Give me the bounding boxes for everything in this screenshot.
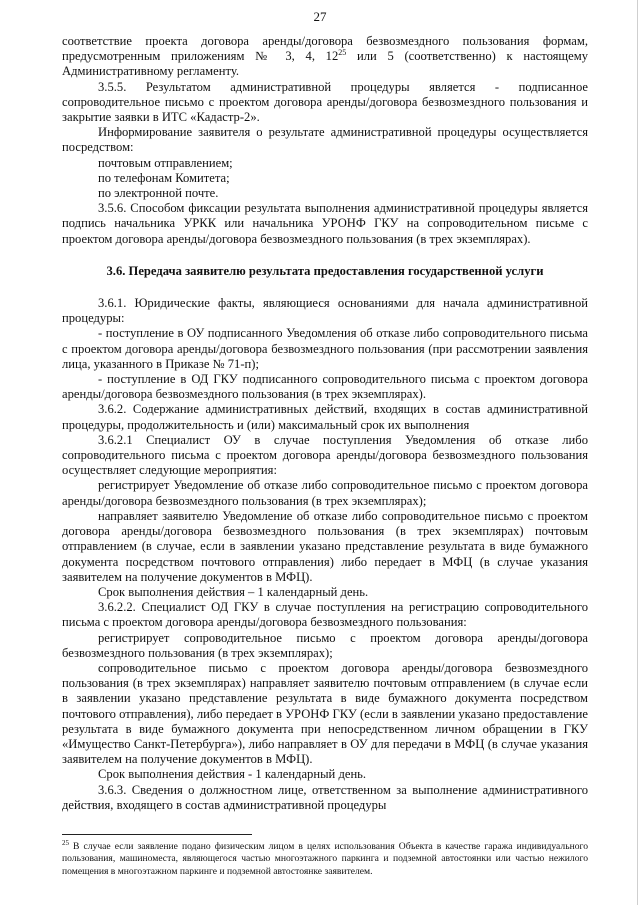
paragraph: направляет заявителю Уведомление об отказе либо сопроводительное письмо с проектом договора аренды/договора безвозмездного пользования (в трех экземплярах) почтовым отправлением (в случае, если в заявлении указано представление результата в виде бумажного документа посредством почтового отправления) либо передает в МФЦ (в случае указания заявителем на получение документов в МФЦ). [62, 508, 588, 584]
paragraph: - поступление в ОД ГКУ подписанного сопроводительного письма с проектом договора аренды/договора безвозмездного пользования (в трех экземплярах). [62, 372, 588, 402]
document-body [62, 34, 588, 813]
paragraph: 3.6.1. Юридические факты, являющиеся основаниями для начала административной процедуры: [62, 296, 588, 326]
list-item: по телефонам Комитета; [98, 170, 230, 185]
paragraph: 3.6.2.2. Специалист ОД ГКУ в случае поступления на регистрацию сопроводительного письма с проектом договора аренды/договора безвозмездного пользования: [62, 600, 588, 630]
paragraph: Информирование заявителя о результате административной процедуры осуществляется посредством: [62, 125, 588, 155]
footnote-text: В случае если заявление подано физическим лицом в целях использования Объекта в качестве гаража индивидуального пользования, машиноместа, являющегося частью многоэтажного паркинга и подземной автостоянки или частью нежилого помещения в многоэтажном паркинге и подземной автостоянке заявителем. [62, 841, 588, 877]
paragraph: регистрирует сопроводительное письмо с проектом договора аренды/договора безвозмездного пользования (в трех экземплярах); [62, 630, 588, 660]
paragraph: 3.6.2. Содержание административных действий, входящих в состав административной процедуры, продолжительность и (или) максимальный срок их выполнения [62, 402, 588, 432]
page-number: 27 [313, 9, 327, 24]
paragraph: регистрирует Уведомление об отказе либо сопроводительное письмо с проектом договора аренды/договора безвозмездного пользования (в трех экземплярах); [62, 478, 588, 508]
list-item: почтовым отправлением; [98, 155, 233, 170]
paragraph: 3.6.3. Сведения о должностном лице, ответственном за выполнение административного действия, входящего в состав административной процедуры [62, 782, 588, 812]
list-item: по электронной почте. [98, 186, 219, 201]
paragraph: 3.5.6. Способом фиксации результата выполнения административной процедуры является подпись начальника УРКК или начальника УРОНФ ГКУ на сопроводительном письме с проектом договора аренды/договора безвозмездного пользования (в трех экземплярах). [62, 201, 588, 246]
footnote-divider [62, 834, 252, 835]
footnote [62, 838, 588, 878]
paragraph: 3.5.5. Результатом административной процедуры является - подписанное сопроводительное письмо с проектом договора аренды/договора безвозмездного пользования и закрытие заявки в ИТС «Кадастр-2». [62, 79, 588, 125]
paragraph: сопроводительное письмо с проектом договора аренды/договора безвозмездного пользования (в трех экземплярах) направляет заявителю почтовым отправлением (в случае если в заявлении указано представление результата в виде бумажного документа посредством почтового отправления), либо передает в УРОНФ ГКУ (если в заявлении указано предоставление результата в виде бумажного документа при непосредственном личном обращении в ГКУ «Имущество Санкт-Петербурга»), либо направляет в ОУ для передачи в МФЦ (в случае указания заявителем на получение документов в МФЦ). [62, 660, 588, 767]
paragraph-text: соответствие проекта договора аренды/договора безвозмездного пользования формам, предусмотренным приложениям № 3, 4, 12 [62, 34, 588, 64]
paragraph: Срок выполнения действия – 1 календарный день. [98, 584, 369, 599]
section-heading: 3.6. Передача заявителю результата предоставления государственной услуги [106, 263, 544, 278]
scan-edge-line [637, 0, 638, 905]
paragraph-continuation [62, 34, 588, 80]
footnote-mark: 25 [62, 838, 69, 847]
paragraph: 3.6.2.1 Специалист ОУ в случае поступления Уведомления об отказе либо сопроводительного письма с проектом договора аренды/договора безвозмездного пользования осуществляет следующие мероприятия: [62, 432, 588, 478]
paragraph: Срок выполнения действия - 1 календарный день. [98, 767, 367, 782]
footnote-reference[interactable]: 25 [338, 48, 347, 58]
paragraph-text-tail: или 5 (соответственно) к настоящему Административному регламенту. [62, 49, 588, 79]
paragraph: - поступление в ОУ подписанного Уведомления об отказе либо сопроводительного письма с проектом договора аренды/договора безвозмездного пользования (при рассмотрении заявления лица, указанного в Приказе № 71-п); [62, 326, 588, 371]
